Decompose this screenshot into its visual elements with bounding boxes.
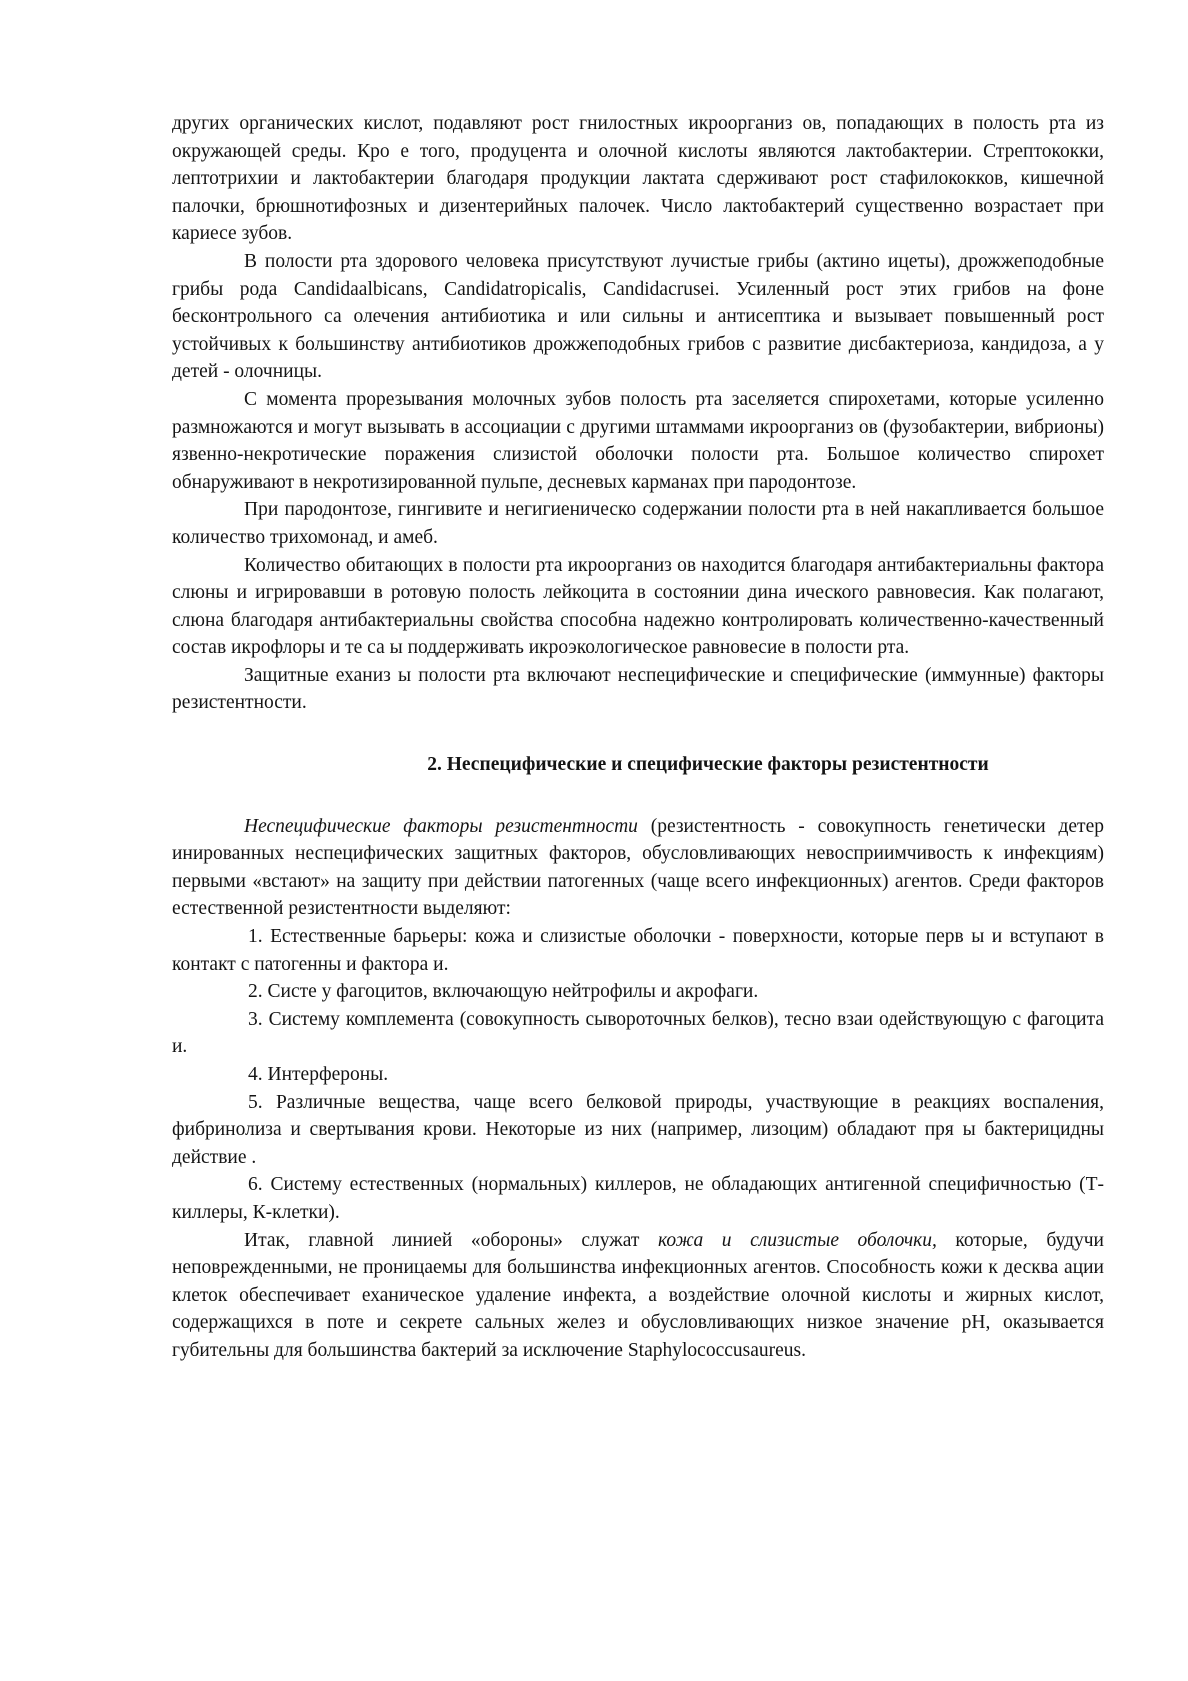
paragraph-closing: [172, 1227, 1104, 1365]
list-item: 2. Систе у фагоцитов, включающую нейтрофилы и акрофаги.: [248, 981, 759, 1003]
list-item: 6. Систему естественных (нормальных) киллеров, не обладающих антигенной специфичностью (Т-киллеры, К-клетки).: [172, 1174, 1104, 1223]
closing-after-italic: которые, будучи неповрежденными, не проницаемы для большинства инфекционных агентов. Способность кожи к десква ации клеток обеспечивает еханическое удаление инфекта, а воздействие олочной кислоты и жирных кислот, содержащихся в поте и секрете сальных желез и обусловливающих низкое значение pH, оказывается губительны для большинства бактерий за исключение Staphylococcusaureus.: [172, 1229, 1104, 1361]
document-page: [172, 110, 1104, 1365]
closing-italic: кожа и слизистые оболочки,: [657, 1229, 937, 1251]
paragraph-fungi: В полости рта здорового человека присутствуют лучистые грибы (актино ицеты), дрожжеподобные грибы рода Candidaalbicans, Candidatropicalis, Candidacrusei. Усиленный рост этих грибов на фоне бесконтрольного са олечения антибиотика и или сильны и антисептика и вызывает повышенный рост устойчивых к большинству антибиотиков дрожжеподобных грибов с развитие дисбактериоза, кандидоза, а у детей - олочницы.: [172, 250, 1104, 383]
intro-italic-lead: Неспецифические факторы резистентности: [244, 815, 638, 837]
list-item: 5. Различные вещества, чаще всего белковой природы, участвующие в реакциях воспаления, фибринолиза и свертывания крови. Некоторые из них (например, лизоцим) обладают пря ы бактерицидны действие .: [172, 1091, 1104, 1168]
paragraph-defense-mechanisms: Защитные еханиз ы полости рта включают неспецифические и специфические (иммунные) факторы резистентности.: [172, 664, 1104, 714]
closing-before-italic: Итак, главной линией «обороны» служат: [244, 1229, 658, 1251]
paragraph-trichomonads: При пародонтозе, гингивите и негигиеническо содержании полости рта в ней накапливается большое количество трихомонад, и амеб.: [172, 499, 1104, 548]
paragraph-spirochetes: С момента прорезывания молочных зубов полость рта заселяется спирохетами, которые усиленно размножаются и могут вызывать в ассоциации с другими штаммами икроорганиз ов (фузобактерии, вибрионы) язвенно-некротические поражения слизистой оболочки полости рта. Большое количество спирохет обнаруживают в некротизированной пульпе, десневых карманах при пародонтозе.: [172, 388, 1104, 493]
intro-text: (резистентность - совокупность генетически детер инированных неспецифических защитных факторов, обусловливающих невосприимчивость к инфекциям) первыми «встают» на защиту при действии патогенных (чаще всего инфекционных) агентов. Среди факторов естественной резистентности выделяют:: [172, 815, 1104, 920]
paragraph-acids: других органических кислот, подавляют рост гнилостных икроорганиз ов, попадающих в полость рта из окружающей среды. Кро е того, продуцента и олочной кислоты являются лактобактерии. Стрептококки, лептотрихии и лактобактерии благодаря продукции лактата сдерживают рост стафилококков, кишечной палочки, брюшнотифозных и дизентерийных палочек. Число лактобактерий существенно возрастает при кариесе зубов.: [172, 113, 1104, 245]
section-heading: 2. Неспецифические и специфические факторы резистентности: [427, 754, 989, 776]
list-item: 3. Систему комплемента (совокупность сывороточных белков), тесно взаи одействующую с фагоцита и.: [172, 1008, 1104, 1058]
paragraph-intro: [172, 813, 1104, 923]
list-item: 4. Интерфероны.: [248, 1064, 389, 1085]
list-item: 1. Естественные барьеры: кожа и слизистые оболочки - поверхности, которые перв ы и вступают в контакт с патогенны и фактора и.: [172, 926, 1104, 975]
paragraph-saliva: Количество обитающих в полости рта икроорганиз ов находится благодаря антибактериальны фактора слюны и игрировавши в ротовую полость лейкоцита в состоянии дина ического равновесия. Как полагают, слюна благодаря антибактериальны свойства способна надежно контролировать количественно-качественный состав икрофлоры и те са ы поддерживать икроэкологическое равновесие в полости рта.: [172, 554, 1104, 659]
